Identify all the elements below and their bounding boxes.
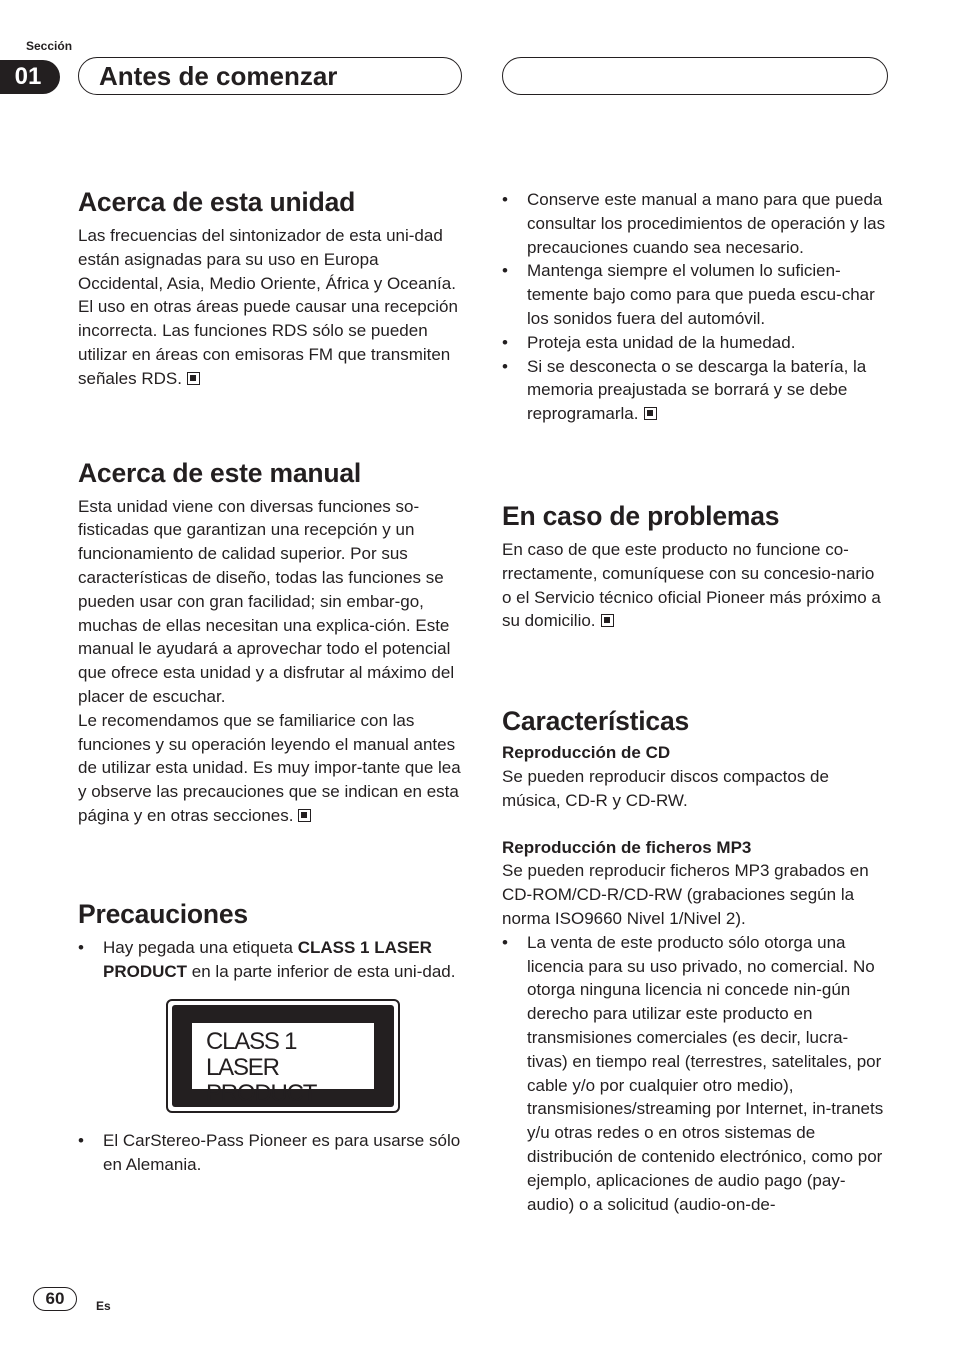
laser-product-label bbox=[166, 999, 400, 1113]
heading-acerca-unidad: Acerca de esta unidad bbox=[78, 187, 356, 217]
section-empty-tab bbox=[502, 57, 888, 95]
subheading-mp3: Reproducción de ficheros MP3 bbox=[502, 837, 752, 857]
heading-problemas: En caso de problemas bbox=[502, 500, 780, 531]
page-number: 60 bbox=[33, 1287, 77, 1311]
subheading-cd: Reproducción de CD bbox=[502, 743, 671, 763]
list-item: • Mantenga siempre el volumen lo suficien-temente bajo como para que pueda escu-char los sonidos fuera del automóvil. bbox=[502, 259, 886, 330]
heading-acerca-manual: Acerca de este manual bbox=[78, 457, 362, 488]
section-number-badge: 01 bbox=[0, 60, 60, 94]
list-item: • La venta de este producto sólo otorga una licencia para su uso privado, no comercial. No otorga ninguna licencia ni concede nin-gún derecho para utilizar este producto en transmisiones comerciales (es decir, lucra-tivas) en tiempo real (terrestres, satelitales, por cable y/o por cualquier otro medio), transmisiones/streaming por Internet, in-tranets y/u otras redes o en otros sistemas de distribución de contenido electrónico, como por ejemplo, aplicaciones de audio pago (pay-audio) o a solicitud (audio-on-de- bbox=[502, 931, 886, 1217]
end-mark-icon bbox=[187, 372, 200, 385]
heading-caracteristicas: Características bbox=[502, 706, 690, 737]
list-item: • Si se desconecta o se descarga la batería, la memoria preajustada se borrará y se debe reprogramarla. bbox=[502, 355, 886, 426]
paragraph-cd: Se pueden reproducir discos compactos de música, CD-R y CD-RW. bbox=[502, 766, 829, 810]
list-item: • Hay pegada una etiqueta CLASS 1 LASER PRODUCT en la parte inferior de esta uni-dad. bbox=[78, 936, 462, 984]
precauciones-list-2 bbox=[78, 1129, 462, 1177]
left-column bbox=[78, 184, 462, 1177]
heading-precauciones: Precauciones bbox=[78, 898, 248, 929]
section-title: Antes de comenzar bbox=[78, 57, 462, 95]
right-column bbox=[502, 184, 886, 1216]
paragraph-manual-2: Le recomendamos que se familiarice con las funciones y su operación leyendo el manual antes de utilizar esta unidad. Es muy impor-tante que lea y observe las precauciones que se indican en esta página y en otras secciones. bbox=[78, 710, 461, 825]
paragraph-mp3: Se pueden reproducir ficheros MP3 grabados en CD-ROM/CD-R/CD-RW (grabaciones según la norma ISO9660 Nivel 1/Nivel 2). bbox=[502, 861, 869, 928]
language-code: Es bbox=[96, 1299, 111, 1313]
end-mark-icon bbox=[644, 407, 657, 420]
laser-label-text: CLASS 1 LASER PRODUCT bbox=[192, 1023, 374, 1089]
list-item: • Conserve este manual a mano para que pueda consultar los procedimientos de operación y las precauciones cuando sea necesario. bbox=[502, 188, 886, 259]
mp3-list bbox=[502, 931, 886, 1217]
paragraph-manual-1: Esta unidad viene con diversas funciones so-fisticadas que garantizan una recepción y un funcionamiento de calidad superior. Por sus características de diseño, todas las funciones se pueden usar con gran facilidad; sin embar-go, muchas de ellas necesitan una explica-ción. Este manual le ayudará a aprovechar todo el potencial que ofrece esta unidad y a disfrutar al máximo del placer de escuchar. bbox=[78, 496, 455, 706]
list-item: • El CarStereo-Pass Pioneer es para usarse sólo en Alemania. bbox=[78, 1129, 462, 1177]
paragraph-unidad: Las frecuencias del sintonizador de esta uni-dad están asignadas para su uso en Europa Occidental, Asia, Medio Oriente, África y Oceanía. El uso en otras áreas puede causar una recepción incorrecta. Las funciones RDS sólo se pueden utilizar en áreas con emisoras FM que transmiten señales RDS. bbox=[78, 226, 458, 388]
precauciones-list-continued bbox=[502, 188, 886, 426]
end-mark-icon bbox=[601, 614, 614, 627]
end-mark-icon bbox=[298, 809, 311, 822]
list-item: • Proteja esta unidad de la humedad. bbox=[502, 331, 886, 355]
paragraph-problemas: En caso de que este producto no funcione co-rrectamente, comuníquese con su concesio-nario o el Servicio técnico oficial Pioneer más próximo a su domicilio. bbox=[502, 539, 881, 631]
section-label: Sección bbox=[26, 39, 73, 53]
precauciones-list bbox=[78, 936, 462, 984]
